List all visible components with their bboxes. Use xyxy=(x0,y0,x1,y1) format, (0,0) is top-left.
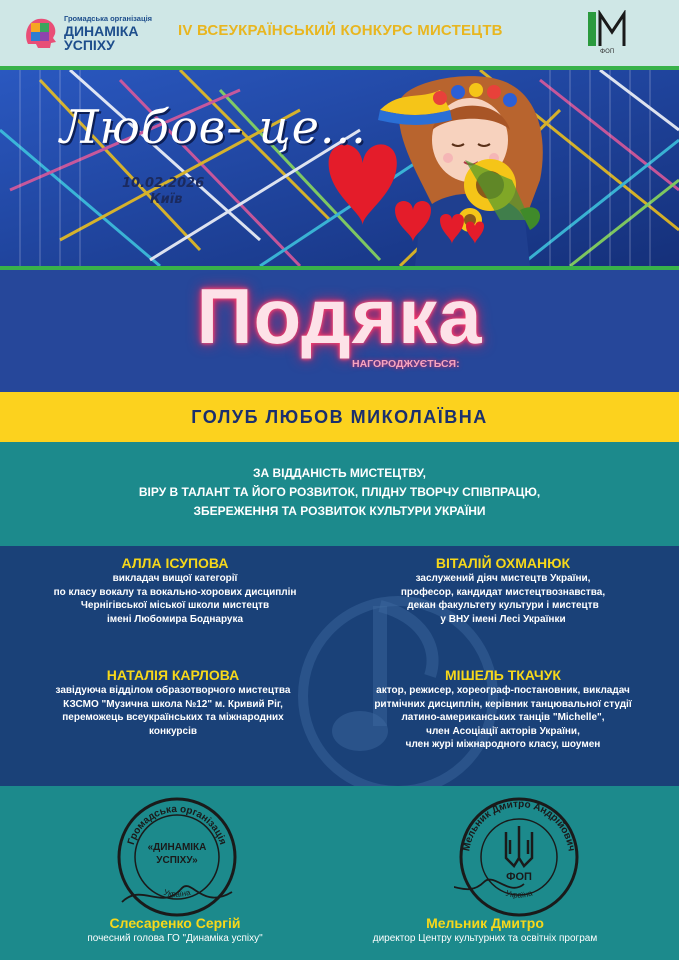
juror-description: завідуюча відділом образотворчого мистецтва xyxy=(55,685,291,696)
event-date: 10.02.2026 xyxy=(122,176,205,191)
juror-description: заслужений діяч мистецтв України, xyxy=(415,573,591,584)
recipient-band xyxy=(0,392,679,442)
org-name xyxy=(64,24,138,52)
org-logo xyxy=(22,12,172,56)
thanks-section xyxy=(0,270,679,392)
puzzle-head-icon xyxy=(22,14,60,52)
org-name-line1: ДИНАМІКА xyxy=(64,23,139,39)
signature-block xyxy=(320,914,650,946)
stamp-center-text: УСПІХУ» xyxy=(156,855,198,866)
juror-description: імені Любомира Боднарука xyxy=(106,613,244,625)
fop-label: ФОП xyxy=(600,48,615,55)
stamp-ring-text: Громадська організація xyxy=(125,803,229,847)
reason-text xyxy=(0,464,679,521)
stamp-bottom-text: Україна xyxy=(504,888,534,900)
juror-description: декан факультету культури і мистецтв xyxy=(407,600,599,611)
reason-section xyxy=(0,442,679,546)
juror-name: ВІТАЛІЙ ОХМАНЮК xyxy=(435,555,571,571)
juror-description: ритмічних дисциплін, керівник танцювальної студії xyxy=(374,698,632,710)
jury-section xyxy=(0,546,679,786)
reason-line: ЗБЕРЕЖЕННЯ ТА РОЗВИТОК КУЛЬТУРИ УКРАЇНИ xyxy=(193,504,486,518)
juror-description: член журі міжнародного класу, шоумен xyxy=(405,739,601,750)
stamp-ring-text: Мельник Дмитро Андрійович xyxy=(461,798,577,853)
juror-description: по класу вокалу та вокально-хорових дисциплін xyxy=(53,586,297,598)
juror-card xyxy=(10,554,340,626)
org-name-line2: УСПІХУ xyxy=(64,37,115,53)
juror-description: переможець всеукраїнських та міжнародних xyxy=(62,712,284,723)
signer-role: почесний голова ГО "Динаміка успіху" xyxy=(87,933,263,944)
org-label: Громадська організація xyxy=(64,14,153,23)
svg-text:Україна xyxy=(505,888,534,899)
signer-name: Мельник Дмитро xyxy=(426,915,544,931)
awarded-label: НАГОРОДЖУЄТЬСЯ: xyxy=(352,358,460,370)
juror-description: Чернігівської міської школи мистецтв xyxy=(80,600,270,611)
recipient-name: ГОЛУБ ЛЮБОВ МИКОЛАЇВНА xyxy=(191,407,488,427)
juror-description: у ВНУ імені Лесі Українки xyxy=(440,613,566,625)
reason-line: ВІРУ В ТАЛАНТ ТА ЙОГО РОЗВИТОК, ПЛІДНУ ТВОРЧУ СПІВПРАЦЮ, xyxy=(138,485,541,499)
contest-title: IV ВСЕУКРАЇНСЬКИЙ КОНКУРС МИСТЕЦТВ xyxy=(178,22,503,39)
trident-icon xyxy=(506,826,532,866)
org-stamp xyxy=(112,792,242,922)
juror-description: конкурсів xyxy=(148,725,198,737)
signer-name: Слесаренко Сергій xyxy=(109,915,241,931)
juror-name: АЛЛА ІСУПОВА xyxy=(121,555,229,571)
signer-role: директор Центру культурних та освітніх програм xyxy=(372,933,598,944)
juror-card xyxy=(338,666,668,752)
juror-description: актор, режисер, хореограф-постановник, викладач xyxy=(376,685,630,696)
juror-name: НАТАЛІЯ КАРЛОВА xyxy=(106,667,240,683)
reason-line: ЗА ВІДДАНІСТЬ МИСТЕЦТВУ, xyxy=(252,466,426,480)
banner-script-title: Любов- це... xyxy=(60,100,367,154)
juror-card xyxy=(338,554,668,626)
event-city: Київ xyxy=(150,192,183,207)
certificate-title: Подяка xyxy=(196,272,483,360)
header xyxy=(0,0,679,70)
juror-name: МІШЕЛЬ ТКАЧУК xyxy=(445,667,561,683)
m-monogram-icon xyxy=(586,10,634,50)
stamp-center-text: ФОП xyxy=(506,871,532,883)
juror-description: професор, кандидат мистецтвознавства, xyxy=(400,586,606,598)
juror-card xyxy=(8,666,338,738)
juror-description: член Асоціації акторів України, xyxy=(426,725,580,737)
fop-logo xyxy=(586,10,634,58)
juror-description: КЗСМО "Музична школа №12" м. Кривий Ріг, xyxy=(63,698,283,710)
stamp-center-text: «ДИНАМІКА xyxy=(147,842,207,853)
juror-description: латино-американських танців "Michelle", xyxy=(401,712,605,723)
stamp-bottom-text: Україна xyxy=(162,887,192,899)
signature-block xyxy=(40,914,310,946)
signatures-section xyxy=(0,786,679,960)
juror-description: викладач вищої категорії xyxy=(112,573,238,584)
fop-stamp xyxy=(454,792,584,922)
